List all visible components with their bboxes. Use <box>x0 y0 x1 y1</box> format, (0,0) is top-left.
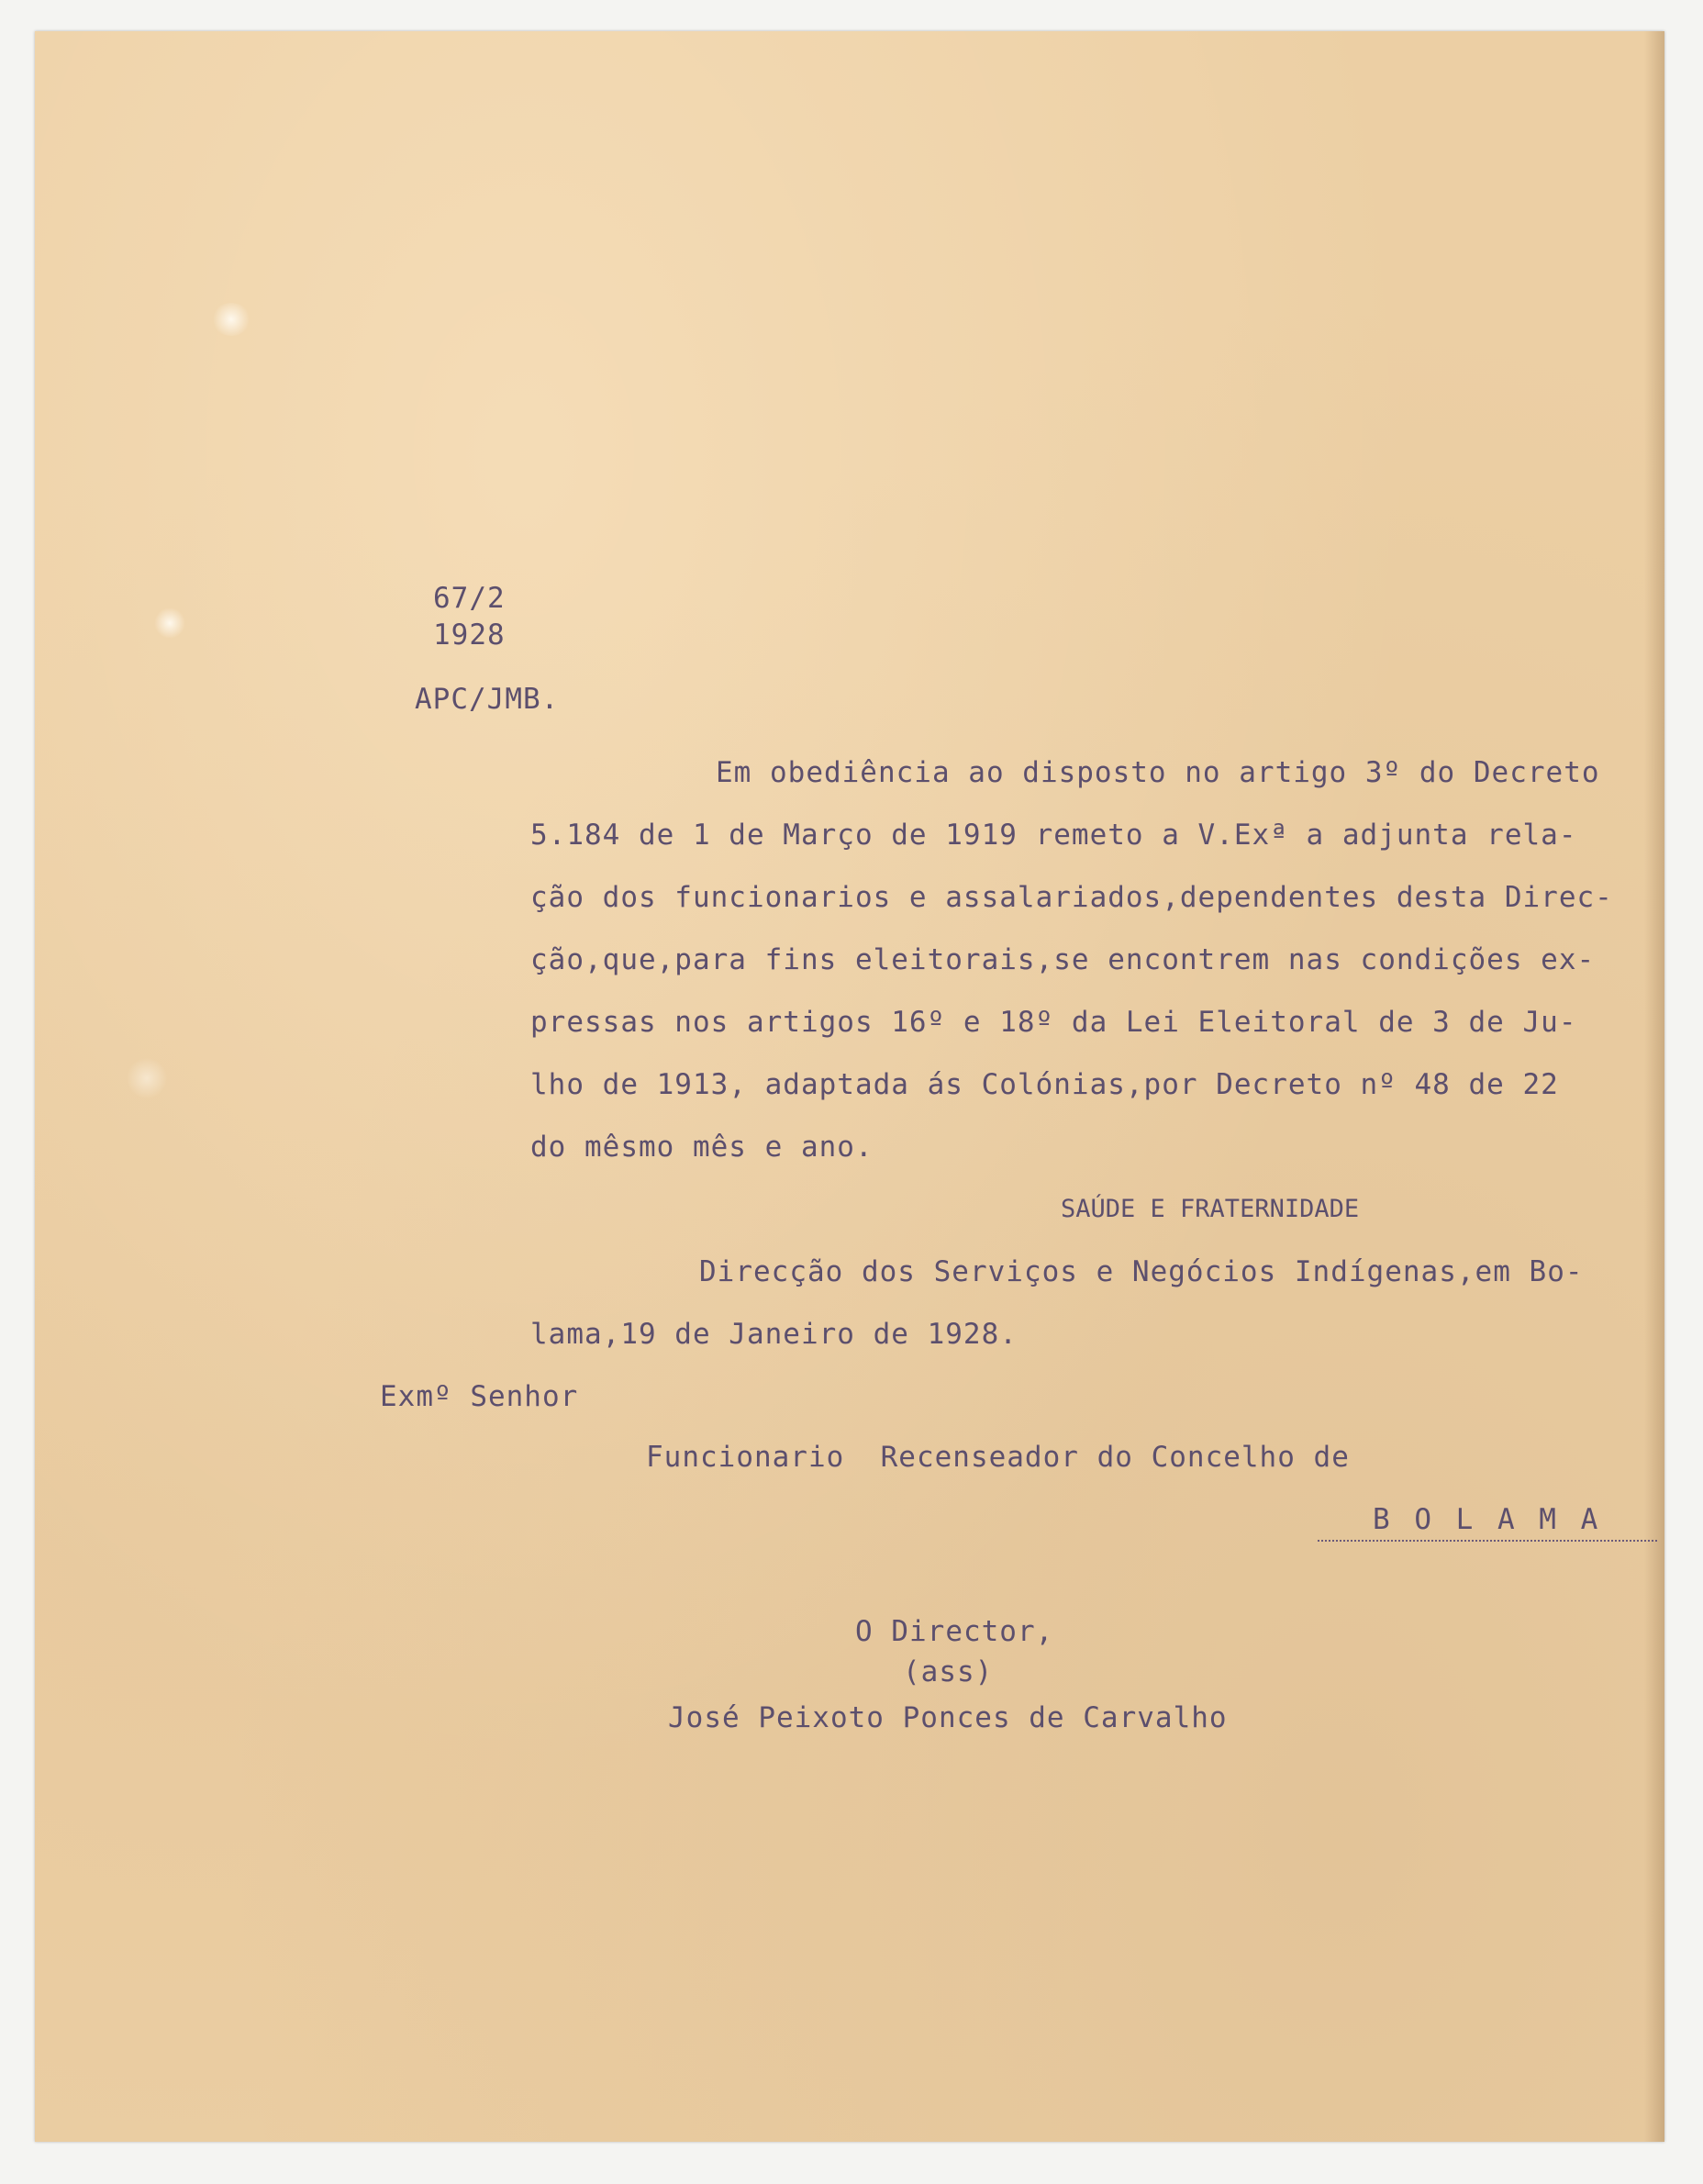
recipient-place: B O L A M A <box>1373 1503 1602 1536</box>
body-line-2: 5.184 de 1 de Março de 1919 remeto a V.Exª a adjunta rela- <box>530 819 1577 852</box>
body-line-4: ção,que,para fins eleitorais,se encontrem nas condições ex- <box>530 943 1596 976</box>
place-date-line-1: Direcção dos Serviços e Negócios Indígenas,em Bo- <box>699 1255 1584 1288</box>
reference-year: 1928 <box>433 618 506 652</box>
body-line-1: Em obediência ao disposto no artigo 3º do Decreto <box>716 756 1600 789</box>
paper-edge-shading <box>1644 31 1664 2142</box>
reference-number: 67/2 <box>433 582 506 615</box>
paper-wear-spot <box>154 607 185 639</box>
body-line-7: do mêsmo mês e ano. <box>530 1131 874 1164</box>
body-line-6: lho de 1913, adaptada ás Colónias,por Decreto nº 48 de 22 <box>530 1068 1559 1101</box>
letter-sheet <box>35 31 1664 2142</box>
signature-title: O Director, <box>855 1615 1054 1648</box>
salutation: SAÚDE E FRATERNIDADE <box>1061 1195 1360 1223</box>
body-line-3: ção dos funcionarios e assalariados,dependentes desta Direc- <box>530 881 1613 914</box>
body-line-5: pressas nos artigos 16º e 18º da Lei Eleitoral de 3 de Ju- <box>530 1006 1577 1039</box>
addressee: Exmº Senhor <box>380 1380 579 1413</box>
signature-name: José Peixoto Ponces de Carvalho <box>668 1701 1228 1734</box>
signature-note: (ass) <box>903 1655 994 1688</box>
paper-wear-spot <box>211 303 251 336</box>
paper-wear-spot <box>127 1057 167 1099</box>
recipient-title: Funcionario Recenseador do Concelho de <box>646 1441 1350 1474</box>
place-date-line-2: lama,19 de Janeiro de 1928. <box>530 1318 1018 1351</box>
typist-initials: APC/JMB. <box>415 683 560 716</box>
recipient-place-underline <box>1318 1540 1657 1542</box>
